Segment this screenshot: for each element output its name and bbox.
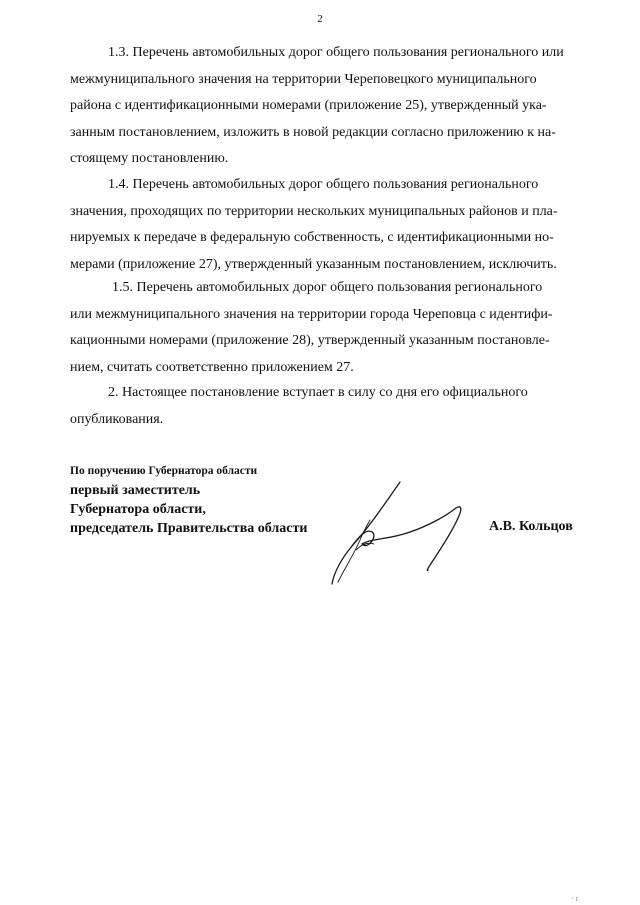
paragraph-1-3 bbox=[70, 40, 564, 173]
text-line: района с идентификационными номерами (приложение 25), утвержденный ука- bbox=[70, 98, 547, 113]
corner-mark: · ı bbox=[571, 894, 578, 903]
signatory-title-line: первый заместитель bbox=[70, 483, 201, 498]
text-line: межмуниципального значения на территории Череповецкого муниципального bbox=[70, 71, 537, 87]
text-line: 2. Настоящее постановление вступает в силу со дня его официального bbox=[108, 385, 528, 400]
handwritten-signature bbox=[328, 480, 478, 590]
paragraph-1-5 bbox=[70, 275, 552, 381]
text-line: 1.5. Перечень автомобильных дорог общего пользования регионального bbox=[112, 280, 543, 295]
text-line: занным постановлением, изложить в новой редакции согласно приложению к на- bbox=[70, 124, 556, 140]
text-line: нием, считать соответственно приложением 27. bbox=[70, 359, 354, 375]
page-number: 2 bbox=[317, 13, 323, 25]
signatory-title-line: председатель Правительства области bbox=[70, 521, 308, 536]
text-line: или межмуниципального значения на территории города Череповца с идентифи- bbox=[70, 306, 553, 322]
text-line: стоящему постановлению. bbox=[70, 151, 229, 166]
signature-instruction: По поручению Губернатора области bbox=[70, 465, 258, 477]
text-line: 1.4. Перечень автомобильных дорог общего пользования регионального bbox=[108, 177, 539, 192]
signatory-title bbox=[70, 481, 307, 538]
text-line: кационными номерами (приложение 28), утвержденный указанным постановле- bbox=[70, 333, 550, 348]
text-line: опубликования. bbox=[70, 411, 164, 427]
text-line: 1.3. Перечень автомобильных дорог общего пользования регионального или bbox=[108, 45, 564, 60]
text-line: мерами (приложение 27), утвержденный указанным постановлением, исключить. bbox=[70, 256, 557, 272]
paragraph-2 bbox=[70, 380, 528, 433]
text-line: значения, проходящих по территории нескольких муниципальных районов и пла- bbox=[70, 203, 558, 219]
signatory-name: А.В. Кольцов bbox=[489, 519, 573, 534]
text-line: нируемых к передаче в федеральную собственность, с идентификационными но- bbox=[70, 230, 554, 245]
signatory-title-line: Губернатора области, bbox=[70, 502, 206, 517]
paragraph-1-4 bbox=[70, 172, 558, 278]
